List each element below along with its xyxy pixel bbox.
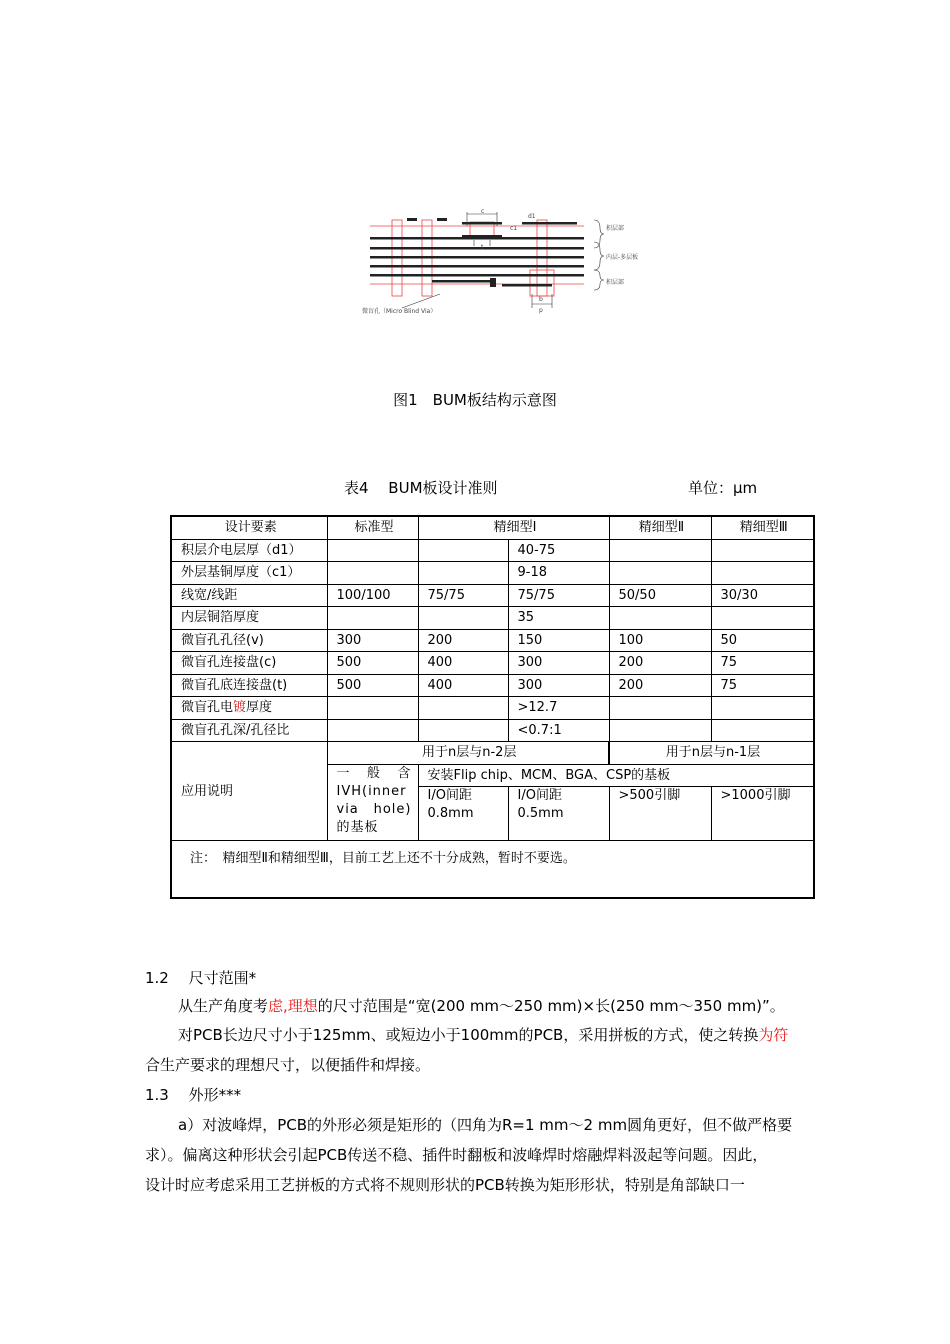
- cell-standard: 500: [327, 674, 418, 697]
- table-unit: 单位：μm: [688, 479, 758, 497]
- label-part: 微盲孔电: [181, 700, 234, 716]
- label-highlight: 镀: [233, 700, 247, 716]
- table-row: [171, 629, 814, 652]
- application-label: 应用说明: [171, 742, 327, 841]
- cell-fine-1a: [418, 539, 508, 562]
- cell-fine-3: [711, 719, 814, 742]
- row-label: [171, 697, 327, 720]
- cell-standard: [327, 697, 418, 720]
- application-span-b: 用于n层与n-1层: [609, 742, 814, 765]
- text-highlight: 为符: [758, 1026, 789, 1044]
- cell-fine-1b: 300: [508, 674, 609, 697]
- cell-fine-1b: >12.7: [508, 697, 609, 720]
- label-buildup-bottom: 积层部: [606, 279, 625, 286]
- cell-fine-2: [609, 539, 711, 562]
- cell-fine-2: [609, 697, 711, 720]
- header-standard: 标准型: [327, 516, 418, 539]
- application-fine-1a: I/O间距0.8mm: [418, 787, 508, 841]
- table-note-row: [171, 841, 814, 899]
- table-header-row: [171, 516, 814, 539]
- cell-fine-1a: [418, 719, 508, 742]
- cell-standard: [327, 562, 418, 585]
- cell-fine-1b: 300: [508, 652, 609, 675]
- dim-c-label: c: [481, 208, 485, 215]
- cell-standard: [327, 719, 418, 742]
- cell-fine-2: [609, 562, 711, 585]
- dim-c1-label: c1: [510, 225, 518, 232]
- cell-fine-2: 200: [609, 652, 711, 675]
- paragraph: [178, 993, 785, 1019]
- cell-fine-1b: 35: [508, 607, 609, 630]
- dim-t-label: t: [481, 244, 484, 251]
- cell-fine-1a: [418, 562, 508, 585]
- cell-fine-3: [711, 539, 814, 562]
- cell-fine-3: 50: [711, 629, 814, 652]
- application-span-a: 用于n层与n-2层: [327, 742, 609, 765]
- row-label: 内层铜箔厚度: [171, 607, 327, 630]
- cell-fine-1a: 400: [418, 674, 508, 697]
- dim-d1-label: d1: [528, 213, 536, 220]
- cell-fine-2: 50/50: [609, 584, 711, 607]
- cell-standard: [327, 607, 418, 630]
- cell-standard: [327, 539, 418, 562]
- dim-b-label: b: [539, 296, 543, 303]
- text-run: 从生产角度考: [178, 997, 269, 1015]
- row-label: 线宽/线距: [171, 584, 327, 607]
- cell-fine-1b: <0.7:1: [508, 719, 609, 742]
- text-highlight: 虑,理想: [268, 997, 318, 1015]
- application-fine-3: >1000引脚: [711, 787, 814, 841]
- cell-fine-3: 30/30: [711, 584, 814, 607]
- row-label: 微盲孔孔深/孔径比: [171, 719, 327, 742]
- label-buildup-top: 积层部: [606, 225, 625, 232]
- paragraph: a）对波峰焊，PCB的外形必须是矩形的（四角为R=1 mm～2 mm圆角更好，但不做严格要: [178, 1116, 793, 1134]
- cell-fine-2: 100: [609, 629, 711, 652]
- cell-fine-2: [609, 719, 711, 742]
- row-label: 微盲孔孔径(v): [171, 629, 327, 652]
- cell-fine-3: [711, 607, 814, 630]
- table-caption: 表4 BUM板设计准则: [344, 479, 498, 497]
- text-run: 对PCB长边尺寸小于125mm、或短边小于100mm的PCB，采用拼板的方式，使之转换: [178, 1026, 759, 1044]
- table-row: [171, 539, 814, 562]
- paragraph: 求）。偏离这种形状会引起PCB传送不稳、插件时翻板和波峰焊时熔融焊料汲起等问题。因此，: [145, 1146, 768, 1164]
- table-row: [171, 674, 814, 697]
- cell-fine-2: [609, 607, 711, 630]
- paragraph: 合生产要求的理想尺寸，以便插件和焊接。: [145, 1056, 431, 1074]
- label-inner-core: 内层-多层板: [606, 254, 639, 261]
- figure-caption: 图1 BUM板结构示意图: [393, 391, 557, 409]
- cell-fine-1a: 400: [418, 652, 508, 675]
- paragraph: 设计时应考虑采用工艺拼板的方式将不规则形状的PCB转换为矩形形状，特别是角部缺口一: [145, 1176, 745, 1194]
- table-row: [171, 584, 814, 607]
- cell-fine-3: 75: [711, 652, 814, 675]
- header-fine-3: 精细型Ⅲ: [711, 516, 814, 539]
- row-label: 外层基铜厚度（c1）: [171, 562, 327, 585]
- table-row-plating: [171, 697, 814, 720]
- cell-fine-1b: 150: [508, 629, 609, 652]
- table-row: [171, 652, 814, 675]
- application-fine-1b: I/O间距0.5mm: [508, 787, 609, 841]
- table-row-application-span: [171, 742, 814, 765]
- cell-standard: 500: [327, 652, 418, 675]
- cell-fine-1a: 75/75: [418, 584, 508, 607]
- cell-fine-1b: 75/75: [508, 584, 609, 607]
- text-run: 的尺寸范围是“宽(200 mm～250 mm)×长(250 mm～350 mm)”。: [317, 997, 785, 1015]
- row-label: 微盲孔连接盘(c): [171, 652, 327, 675]
- table-row-ratio: [171, 719, 814, 742]
- cell-fine-1b: 40-75: [508, 539, 609, 562]
- cell-standard: 100/100: [327, 584, 418, 607]
- cell-fine-1a: 200: [418, 629, 508, 652]
- table-row: [171, 607, 814, 630]
- dim-p-label: p: [539, 307, 543, 314]
- table-note: 注： 精细型Ⅱ和精细型Ⅲ，目前工艺上还不十分成熟，暂时不要选。: [171, 841, 814, 899]
- cell-fine-3: [711, 697, 814, 720]
- cell-fine-1b: 9-18: [508, 562, 609, 585]
- bum-design-table: [170, 515, 815, 899]
- cell-fine-1a: [418, 697, 508, 720]
- header-fine-2: 精细型Ⅱ: [609, 516, 711, 539]
- paragraph: [178, 1022, 788, 1048]
- cell-fine-3: [711, 562, 814, 585]
- bum-structure-diagram: [362, 204, 642, 316]
- cell-fine-3: 75: [711, 674, 814, 697]
- cell-fine-2: 200: [609, 674, 711, 697]
- header-fine-1: 精细型Ⅰ: [418, 516, 609, 539]
- section-heading-1-2: 1.2 尺寸范围*: [145, 969, 257, 987]
- header-design-element: 设计要素: [171, 516, 327, 539]
- label-micro-via: 微盲孔（Micro Blind Via）: [362, 308, 437, 315]
- label-part: 厚度: [246, 700, 273, 716]
- row-label: 积层介电层厚（d1）: [171, 539, 327, 562]
- application-fine-2: >500引脚: [609, 787, 711, 841]
- application-general: 一 般 含IVH(inner via hole)的基板: [327, 764, 418, 841]
- section-heading-1-3: 1.3 外形***: [145, 1086, 242, 1104]
- row-label: 微盲孔底连接盘(t): [171, 674, 327, 697]
- table-row: [171, 562, 814, 585]
- application-install: 安装Flip chip、MCM、BGA、CSP的基板: [418, 764, 814, 787]
- cell-standard: 300: [327, 629, 418, 652]
- cell-fine-1a: [418, 607, 508, 630]
